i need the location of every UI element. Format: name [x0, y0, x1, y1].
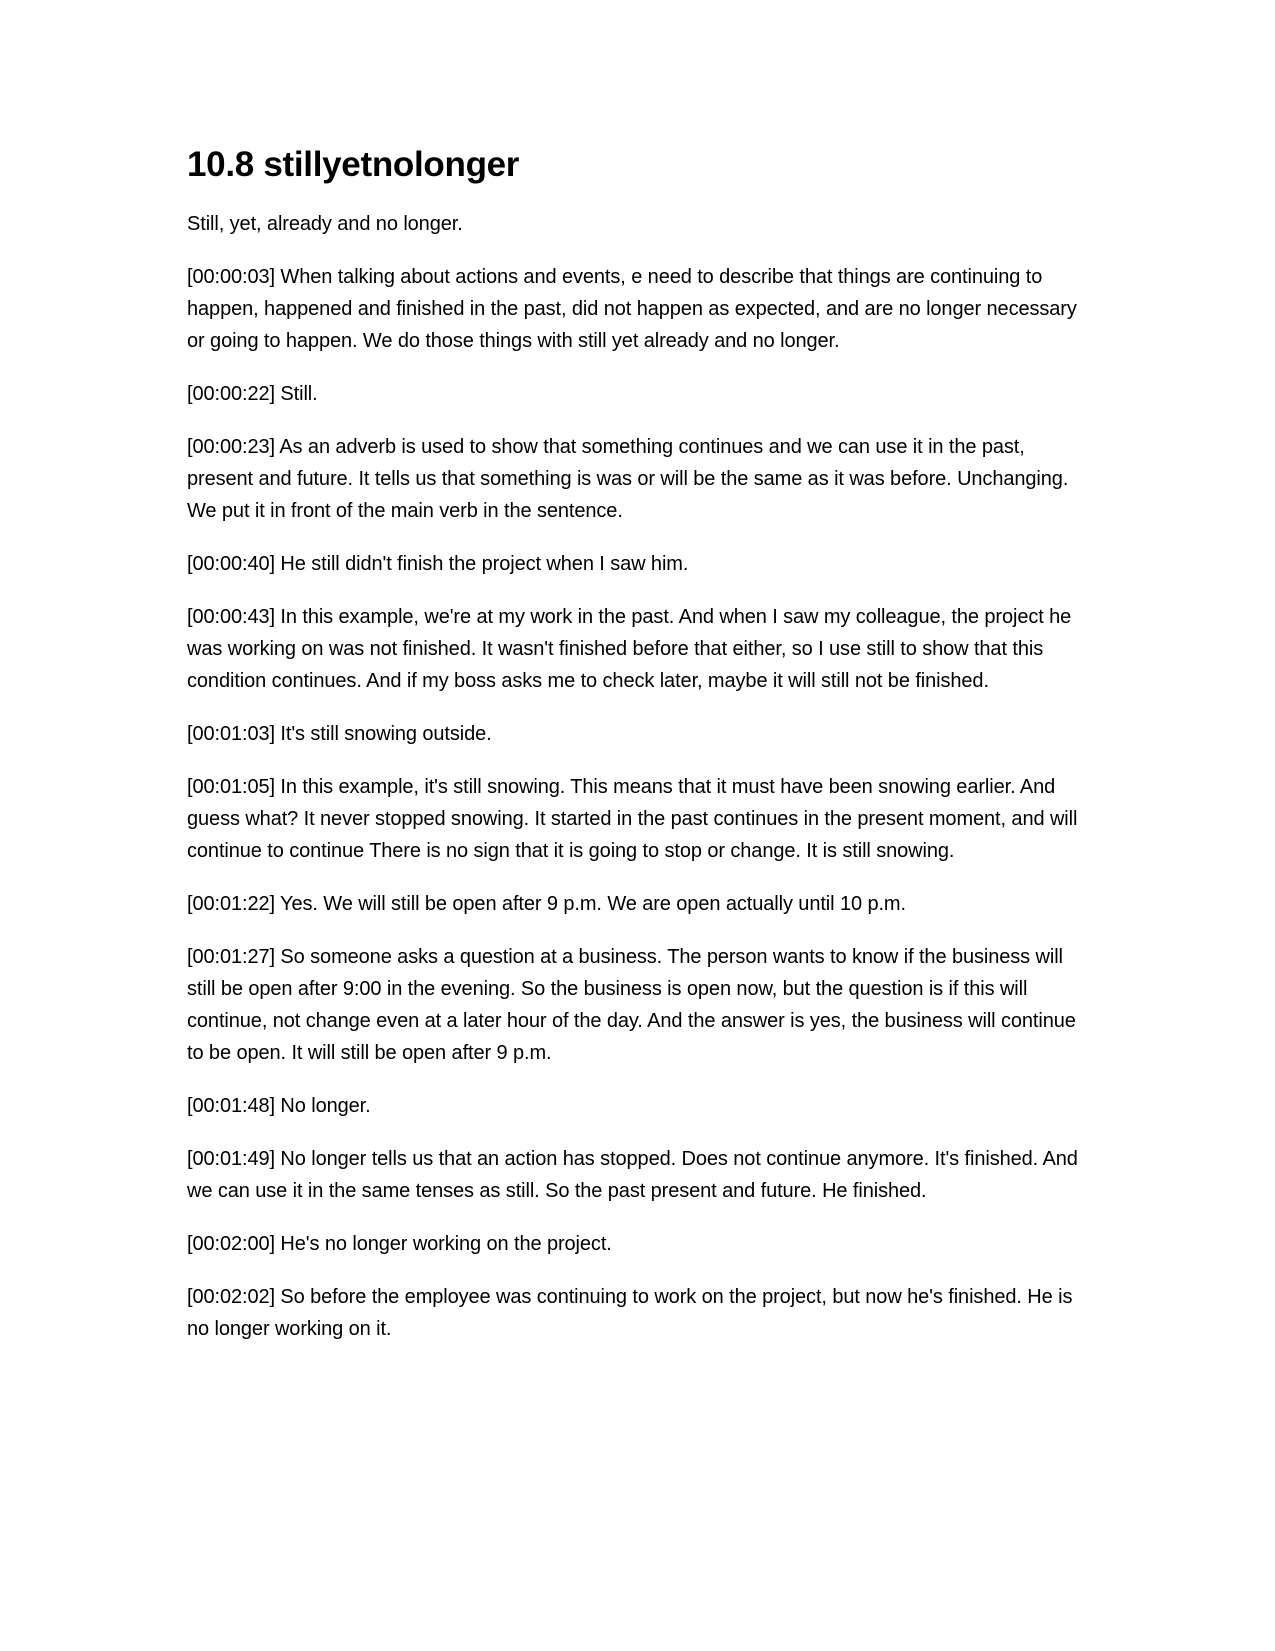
paragraph-transcript: [00:01:03] It's still snowing outside. [187, 723, 492, 745]
paragraph-transcript: [00:00:22] Still. [187, 383, 318, 405]
paragraph-intro: Still, yet, already and no longer. [187, 213, 463, 235]
paragraph-transcript: [00:01:22] Yes. We will still be open after 9 p.m. We are open actually until 10 p.m. [187, 893, 906, 915]
paragraph-transcript: [00:01:48] No longer. [187, 1095, 371, 1117]
document-title: 10.8 stillyetnolonger [187, 145, 520, 184]
paragraph-transcript: [00:00:40] He still didn't finish the project when I saw him. [187, 553, 689, 575]
paragraph-transcript: [00:01:05] In this example, it's still snowing. This means that it must have been snowing earlier. And guess what? It never stopped snowing. It started in the past continues in the present moment, and will continue to continue There is no sign that it is going to stop or change. It is still snowing. [187, 776, 1078, 862]
document-page [187, 143, 1087, 1366]
paragraph-transcript: [00:00:03] When talking about actions and events, e need to describe that things are continuing to happen, happened and finished in the past, did not happen as expected, and are no longer necessary or going to happen. We do those things with still yet already and no longer. [187, 266, 1077, 352]
paragraph-transcript: [00:02:00] He's no longer working on the project. [187, 1233, 612, 1255]
paragraph-transcript: [00:01:49] No longer tells us that an action has stopped. Does not continue anymore. It's finished. And we can use it in the same tenses as still. So the past present and future. He finished. [187, 1148, 1078, 1202]
paragraph-transcript: [00:02:02] So before the employee was continuing to work on the project, but now he's finished. He is no longer working on it. [187, 1286, 1073, 1340]
paragraph-transcript: [00:01:27] So someone asks a question at a business. The person wants to know if the business will still be open after 9:00 in the evening. So the business is open now, but the question is if this will continue, not change even at a later hour of the day. And the answer is yes, the business will continue to be open. It will still be open after 9 p.m. [187, 946, 1076, 1064]
paragraph-transcript: [00:00:23] As an adverb is used to show that something continues and we can use it in the past, present and future. It tells us that something is was or will be the same as it was before. Unchanging. We put it in front of the main verb in the sentence. [187, 436, 1069, 522]
paragraph-transcript: [00:00:43] In this example, we're at my work in the past. And when I saw my colleague, the project he was working on was not finished. It wasn't finished before that either, so I use still to show that this condition continues. And if my boss asks me to check later, maybe it will still not be finished. [187, 606, 1072, 692]
